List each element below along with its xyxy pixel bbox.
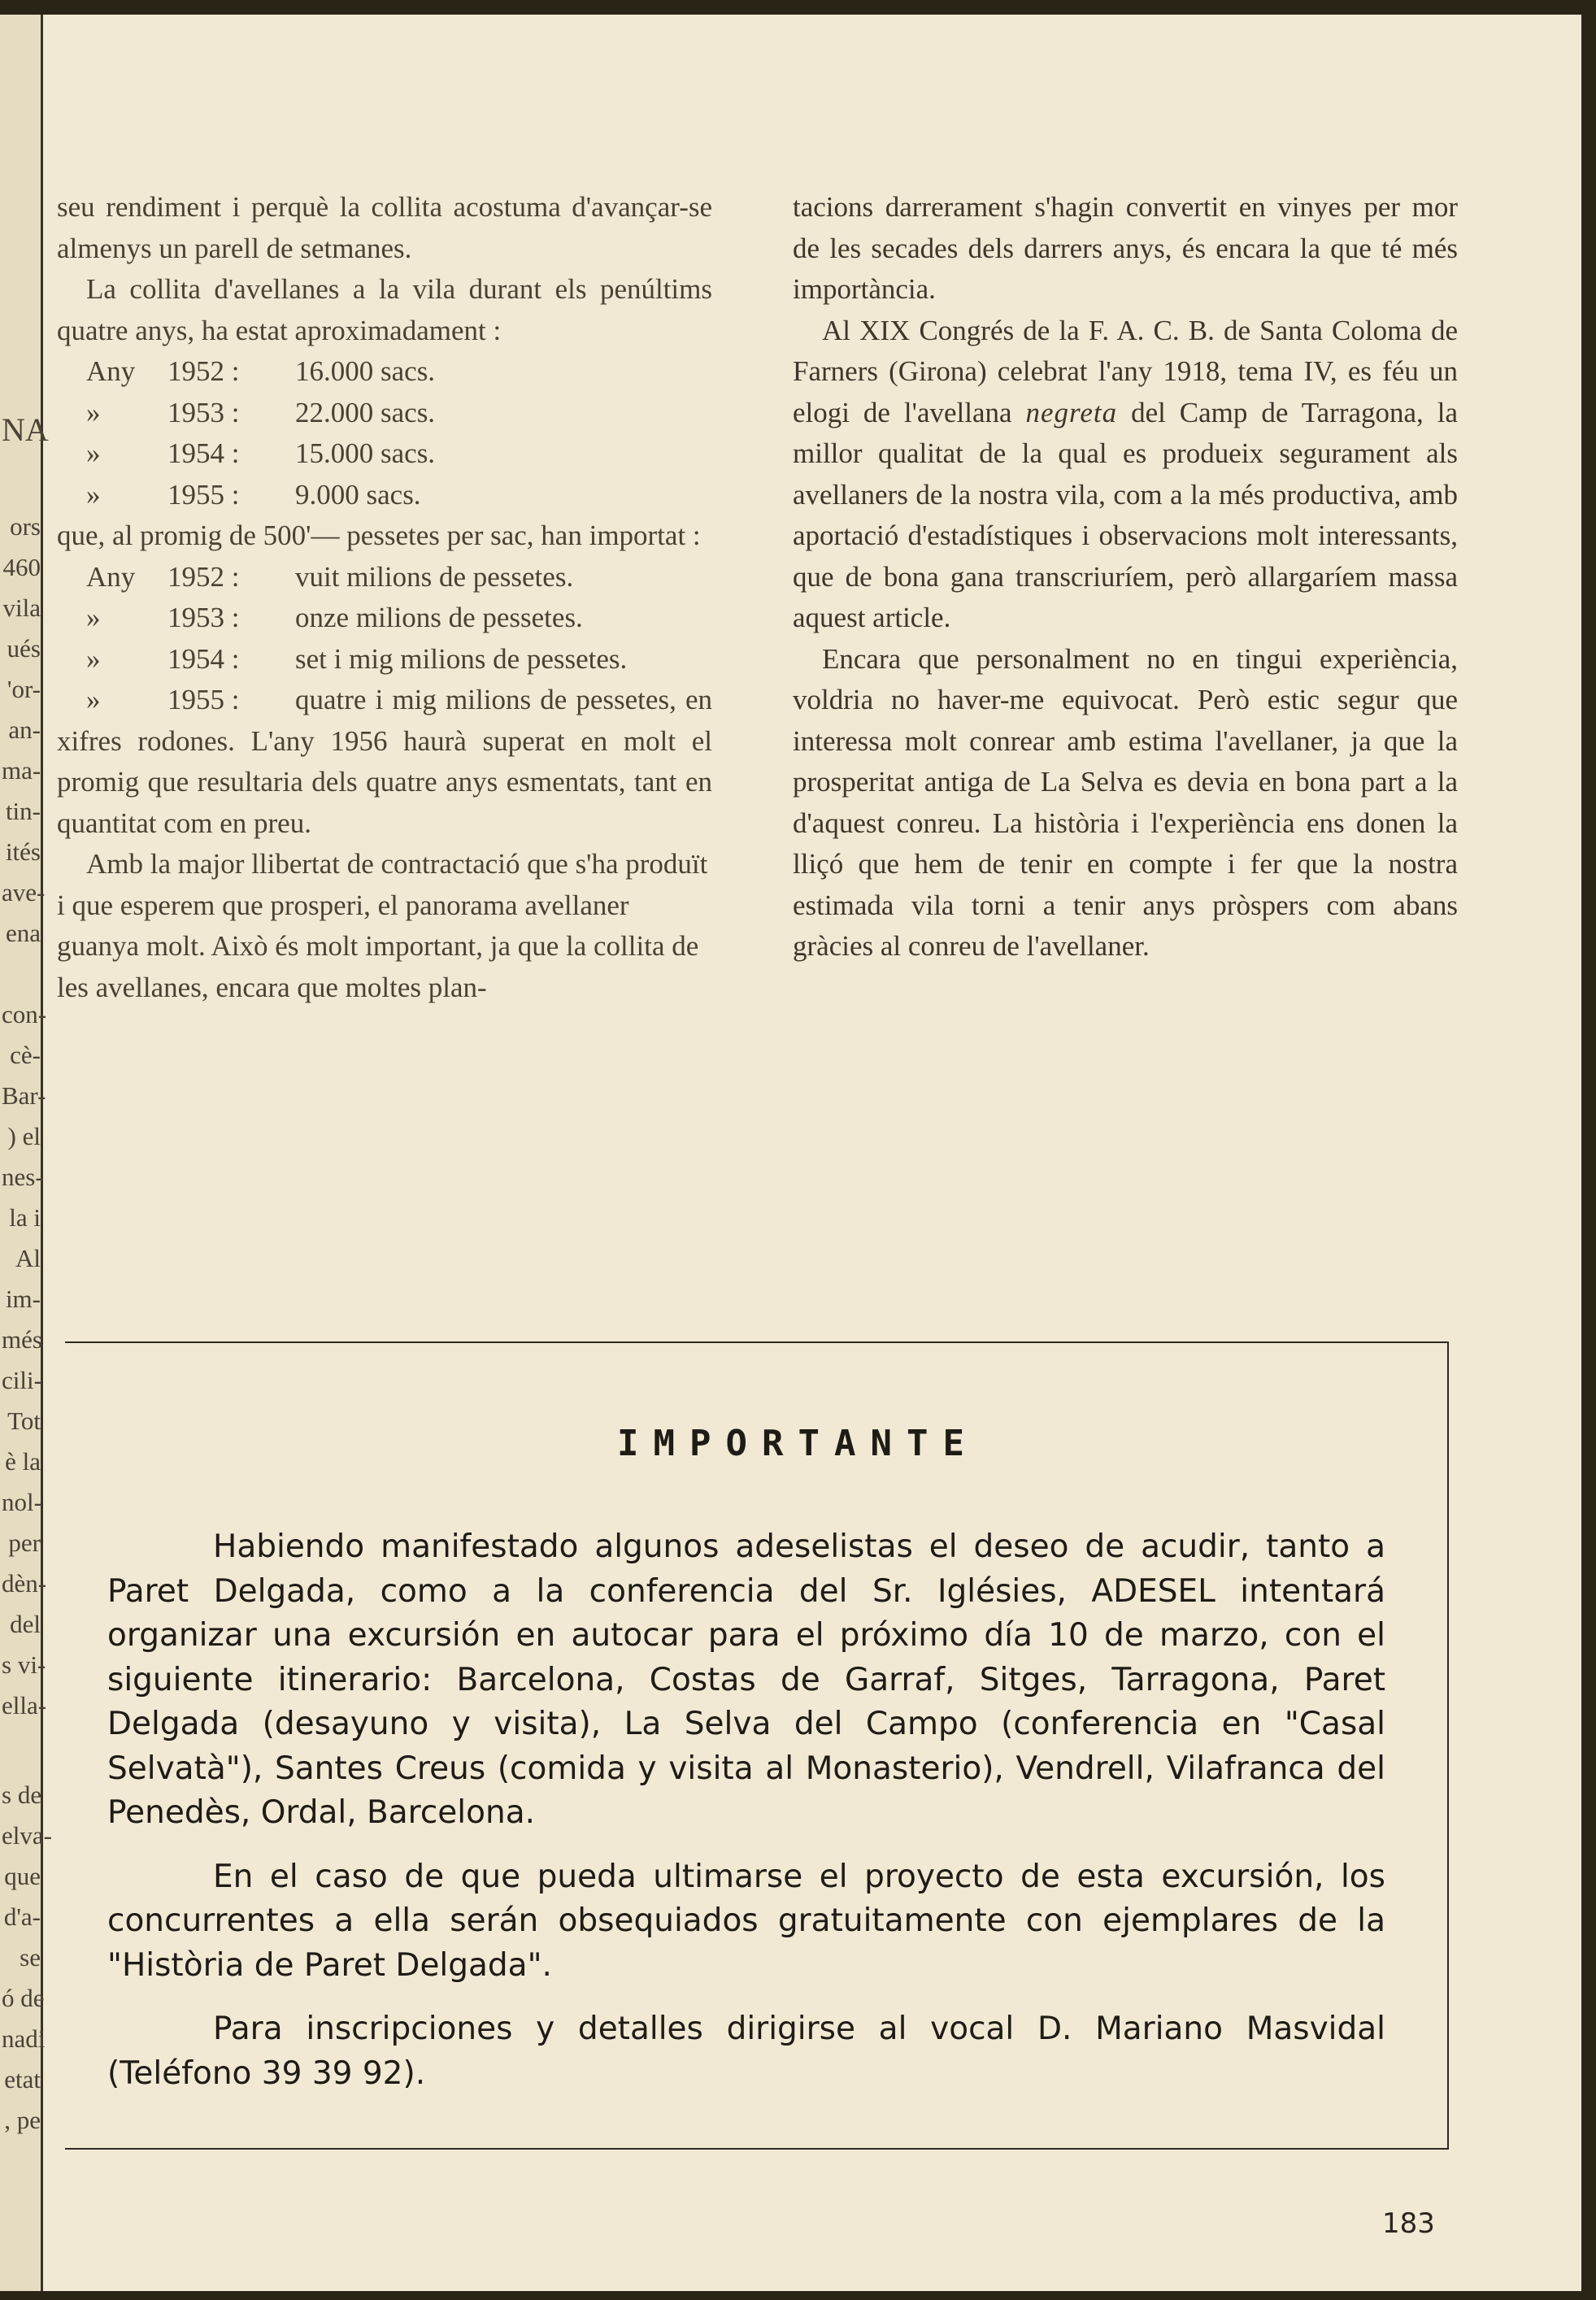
margin-fragment: ités [5, 837, 41, 866]
row-value: 16.000 sacs. [295, 355, 436, 387]
row-mark: » [86, 602, 101, 633]
notice-body [107, 1525, 1385, 2115]
previous-page-edge [0, 15, 52, 2291]
margin-fragment: se [20, 1943, 41, 1972]
row-mark: » [86, 437, 101, 469]
margin-fragment: con- [2, 1000, 47, 1028]
paragraph [57, 680, 712, 844]
margin-fragment: ués [7, 634, 41, 663]
margin-fragment: 460 [2, 553, 41, 581]
row-year: 1952 : [167, 560, 240, 593]
row-year: 1955 : [167, 684, 240, 715]
margin-fragment: im- [5, 1285, 41, 1313]
row-value: onze milions de pessetes. [295, 602, 583, 633]
right-column [793, 187, 1458, 967]
margin-fragment: è la [5, 1447, 41, 1476]
row-year: 1954 : [167, 437, 240, 469]
row-mark: » [86, 396, 101, 428]
margin-fragment: dèn- [2, 1569, 47, 1598]
margin-fragment: ena [5, 919, 41, 947]
italic-term: negreta [1025, 396, 1118, 428]
row-mark: » [86, 478, 101, 511]
row-mark: Any [86, 560, 136, 593]
margin-fragment: ma- [2, 756, 41, 785]
row-year: 1952 : [167, 355, 240, 387]
margin-fragment: cè- [10, 1041, 41, 1069]
notice-title: IMPORTANTE [617, 1423, 979, 1464]
row-mark: » [86, 684, 101, 715]
value-row [57, 639, 712, 680]
row-value: 22.000 sacs. [295, 396, 436, 428]
row-mark: » [86, 642, 101, 675]
value-row [57, 557, 712, 598]
paragraph: seu rendiment i perquè la collita acostuma d'avançar-se almenys un parell de setmanes. [57, 191, 712, 264]
row-value: vuit milions de pessetes. [295, 560, 574, 593]
paragraph-text: del Camp de Tarragona, la millor qualitat de la qual es produeix segurament als avellaners de la nostra vila, com a la més productiva, amb aportació d'estadístiques i observacions molt interessants, que de bona gana transcriuríem, però allargaríem massa aquest article. [793, 396, 1459, 633]
margin-fragment: , pe [4, 2106, 41, 2134]
value-row [57, 598, 712, 639]
harvest-row [57, 393, 712, 434]
margin-fragment: nes- [2, 1163, 44, 1191]
margin-fragment: s vi- [2, 1650, 46, 1679]
margin-fragment: per [8, 1528, 41, 1557]
margin-fragment: Bar- [2, 1081, 46, 1110]
margin-fragment: an- [8, 715, 41, 744]
margin-fragment: la i [9, 1203, 41, 1232]
paragraph: La collita d'avellanes a la vila durant els penúltims quatre anys, ha estat aproximadament : [57, 273, 712, 346]
margin-fragment: cili- [2, 1366, 42, 1394]
margin-fragment: Tot [7, 1407, 41, 1435]
margin-fragment: ella- [2, 1691, 47, 1720]
paragraph: Encara que personalment no en tingui experiència, voldria no haver-me equivocat. Però estic segur que interessa molt conrear amb estima l'avellaner, ja que la prosperitat antiga de La Selva es devia en bona part a la d'aquest conreu. La història i l'experiència ens donen la lliçó que hem de tenir en compte i fer que la nostra estimada vila torni a tenir anys pròspers com abans gràcies al conreu de l'avellaner. [793, 642, 1458, 962]
margin-fragment: 'or- [7, 675, 41, 703]
margin-fragment: etat [4, 2065, 41, 2093]
margin-fragment: tin- [5, 797, 41, 825]
margin-fragment: del [10, 1610, 41, 1638]
margin-fragment: NA [2, 411, 49, 448]
row-year: 1954 : [167, 642, 240, 675]
row-mark: Any [86, 355, 136, 387]
paragraph: tacions darrerament s'hagin convertit en vinyes per mor de les secades dels darrers anys, és encara la que té més importància. [793, 191, 1458, 305]
harvest-row [57, 433, 712, 475]
harvest-row [57, 475, 712, 516]
notice-paragraph: Habiendo manifestado algunos adeselistas el deseo de acudir, tanto a Paret Delgada, como a la conferencia del Sr. Iglésies, ADESEL intentará organizar una excursión en autocar para el próximo día 10 de marzo, con el siguiente itinerario: Barcelona, Costas de Garraf, Sitges, Tarragona, Paret Delgada (desayuno y visita), La Selva del Campo (conferencia en "Casal Selvatà"), Santes Creus (comida y visita al Monasterio), Vendrell, Vilafranca del Penedès, Ordal, Barcelona. [107, 1528, 1385, 1831]
paragraph-text: Al XIX Congrés de la F. A. C. B. de Santa Coloma de Farners (Girona) celebrat l'any 1918, tema IV, es féu un elogi de l'avellana [793, 314, 1458, 428]
margin-fragment: nadi [2, 2024, 46, 2053]
row-year: 1953 : [167, 602, 240, 633]
margin-fragment: més [2, 1325, 42, 1354]
row-value: 15.000 sacs. [295, 437, 436, 469]
page-number: 183 [1382, 2207, 1435, 2240]
paragraph: Amb la major llibertat de contractació que s'ha produït i que esperem que prosperi, el panorama avellaner guanya molt. Això és molt important, ja que la collita de les avellanes, encara que moltes plan- [57, 848, 708, 1003]
margin-fragment: nol- [2, 1488, 42, 1516]
notice-paragraph: Para inscripciones y detalles dirigirse al vocal D. Mariano Masvidal (Teléfono 39 39 92). [107, 2011, 1385, 2092]
row-value: set i mig milions de pessetes. [295, 642, 628, 675]
margin-fragment: que [4, 1862, 41, 1890]
paragraph: que, al promig de 500'— pessetes per sac, han importat : [57, 520, 701, 551]
margin-fragment: d'a- [3, 1902, 41, 1931]
margin-fragment: vila [2, 593, 41, 622]
harvest-row [57, 351, 712, 393]
row-year: 1953 : [167, 396, 240, 428]
margin-fragment: elva- [2, 1821, 52, 1850]
row-year: 1955 : [167, 478, 240, 511]
margin-fragment: ó de [2, 1984, 45, 2012]
paragraph-text: quatre i mig milions de pessetes, en xifres rodones. L'any 1956 haurà superat en molt el promig que resultaria dels quatre anys esmentats, tant en quantitat com en preu. [57, 684, 712, 839]
margin-fragment: ors [10, 512, 41, 541]
margin-fragment: ) el [7, 1122, 41, 1150]
margin-fragment: s de [2, 1780, 42, 1809]
margin-fragment: ave- [2, 878, 46, 907]
notice-paragraph: En el caso de que pueda ultimarse el proyecto de esta excursión, los concurrentes a ella serán obsequiados gratuitamente con ejemplares de la "Història de Paret Delgada". [107, 1858, 1385, 1984]
paragraph [793, 311, 1458, 639]
row-value: 9.000 sacs. [295, 478, 421, 511]
left-column [57, 187, 712, 1008]
margin-fragment: Al [15, 1244, 41, 1272]
